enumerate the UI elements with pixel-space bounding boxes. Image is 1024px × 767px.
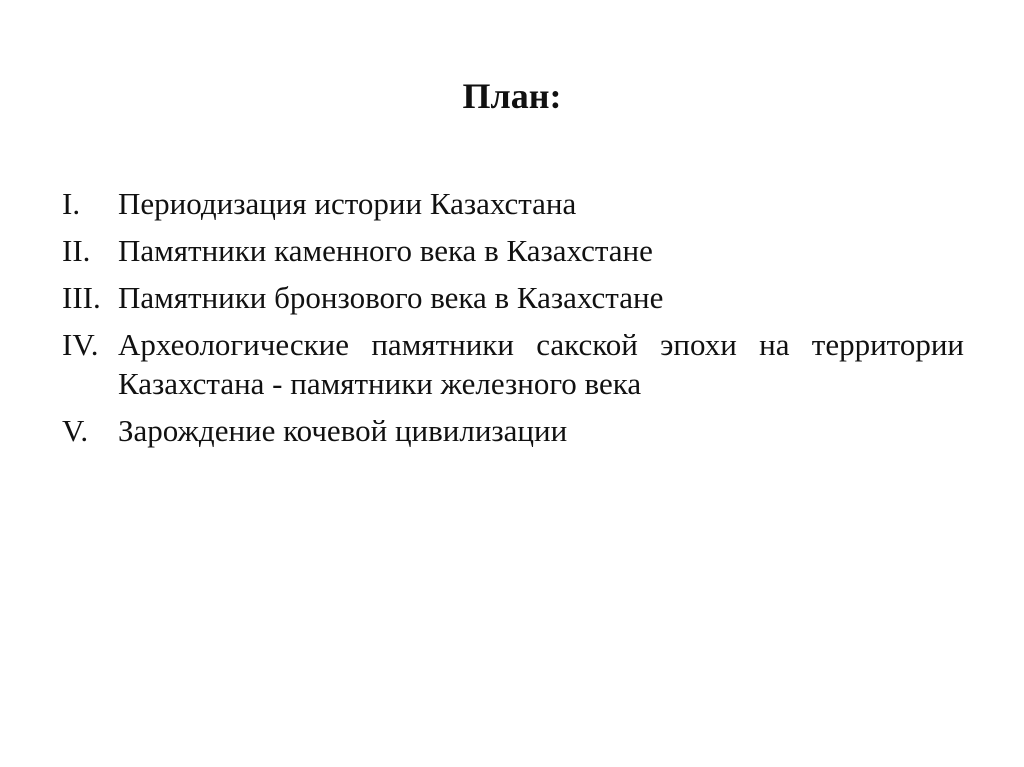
plan-item-text: Периодизация истории Казахстана <box>118 186 577 221</box>
plan-item-text: Памятники бронзового века в Казахстане <box>118 280 664 315</box>
plan-item-text: Археологические памятники сакской эпохи на территории Казахстана - памятники железного века <box>118 327 964 401</box>
plan-item-number: IV. <box>62 327 99 362</box>
plan-item-number: I. <box>62 186 81 221</box>
plan-item <box>62 411 964 450</box>
plan-item <box>62 184 964 223</box>
plan-item-number: II. <box>62 233 91 268</box>
plan-item <box>62 325 964 403</box>
plan-list <box>62 184 964 458</box>
plan-item-number: V. <box>62 413 89 448</box>
plan-item-number: III. <box>62 280 101 315</box>
plan-item-text: Зарождение кочевой цивилизации <box>118 413 568 448</box>
plan-item <box>62 278 964 317</box>
plan-item-text: Памятники каменного века в Казахстане <box>118 233 653 268</box>
slide-title: План: <box>462 76 562 116</box>
plan-item <box>62 231 964 270</box>
